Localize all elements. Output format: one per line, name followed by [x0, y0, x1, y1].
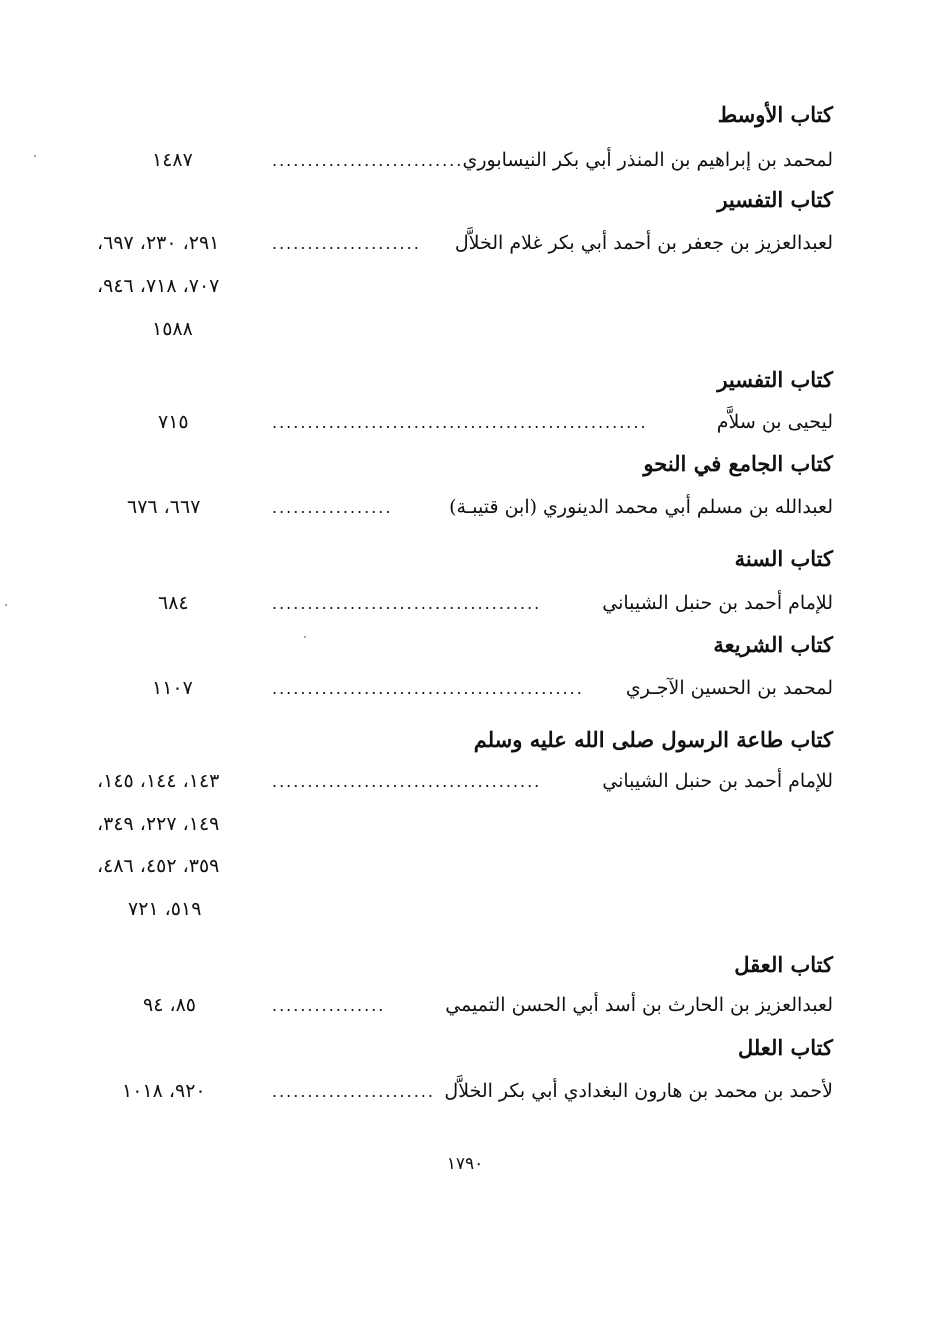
entry-author: للإمام أحمد بن حنبل الشيباني — [602, 592, 833, 614]
page-numbers: ١٤٩، ٢٢٧، ٣٤٩، — [97, 813, 220, 835]
page-numbers: ١٥٨٨ — [152, 318, 193, 340]
page-number-footer: ١٧٩٠ — [446, 1154, 484, 1174]
entry-author: لعبدالله بن مسلم أبي محمد الدينوري (ابن قتيبـة) — [449, 496, 833, 518]
page-numbers: ٧١٥ — [158, 411, 189, 433]
page-numbers: ٨٥، ٩٤ — [143, 994, 197, 1016]
entry-heading: كتاب السنة — [734, 546, 833, 571]
leader-dots: ...................................... — [272, 594, 542, 613]
scan-speck — [304, 636, 306, 638]
leader-dots: ....................... — [272, 1082, 435, 1101]
entry-heading: كتاب الجامع في النحو — [643, 451, 833, 476]
entry-heading: كتاب الأوسط — [717, 102, 833, 127]
page-numbers: ١٤٣، ١٤٤، ١٤٥، — [97, 770, 220, 792]
entry-author: للإمام أحمد بن حنبل الشيباني — [602, 770, 833, 792]
scan-speck — [5, 604, 7, 606]
entry-heading: كتاب التفسير — [717, 367, 833, 392]
entry-author: ليحيى بن سلاَّم — [716, 411, 833, 433]
page-numbers: ٧٠٧، ٧١٨، ٩٤٦، — [97, 275, 220, 297]
entry-heading: كتاب العلل — [737, 1035, 833, 1060]
entry-heading: كتاب التفسير — [717, 187, 833, 212]
page-numbers: ٥١٩، ٧٢١ — [128, 898, 202, 920]
page-numbers: ٣٥٩، ٤٥٢، ٤٨٦، — [97, 855, 220, 877]
leader-dots: ..................... — [272, 234, 421, 253]
entry-heading: كتاب طاعة الرسول صلى الله عليه وسلم — [473, 727, 833, 752]
entry-author: لعبدالعزيز بن جعفر بن أحمد أبي بكر غلام الخلاَّل — [454, 232, 833, 254]
leader-dots: ...................................... — [272, 772, 542, 791]
page-numbers: ٦٦٧، ٦٧٦ — [127, 496, 201, 518]
entry-author: لعبدالعزيز بن الحارث بن أسد أبي الحسن التميمي — [445, 994, 833, 1016]
leader-dots: ........................... — [272, 151, 464, 170]
page-numbers: ١١٠٧ — [152, 677, 193, 699]
page-numbers: ٦٨٤ — [158, 592, 189, 614]
entry-author: لأحمد بن محمد بن هارون البغدادي أبي بكر الخلاَّل — [444, 1080, 833, 1102]
page-numbers: ٢٩١، ٢٣٠، ٦٩٧، — [97, 232, 220, 254]
page-numbers: ١٤٨٧ — [152, 149, 193, 171]
page-numbers: ٩٢٠، ١٠١٨ — [122, 1080, 206, 1102]
leader-dots: ................ — [272, 996, 386, 1015]
scan-speck — [34, 155, 36, 157]
entry-author: لمحمد بن إبراهيم بن المنذر أبي بكر النيسابوري — [462, 149, 833, 171]
leader-dots: ............................................ — [272, 679, 584, 698]
entry-heading: كتاب الشريعة — [713, 632, 833, 657]
entry-author: لمحمد بن الحسين الآجـري — [625, 677, 833, 699]
leader-dots: ..................................................... — [272, 413, 648, 432]
leader-dots: ................. — [272, 498, 393, 517]
entry-heading: كتاب العقل — [734, 952, 833, 977]
